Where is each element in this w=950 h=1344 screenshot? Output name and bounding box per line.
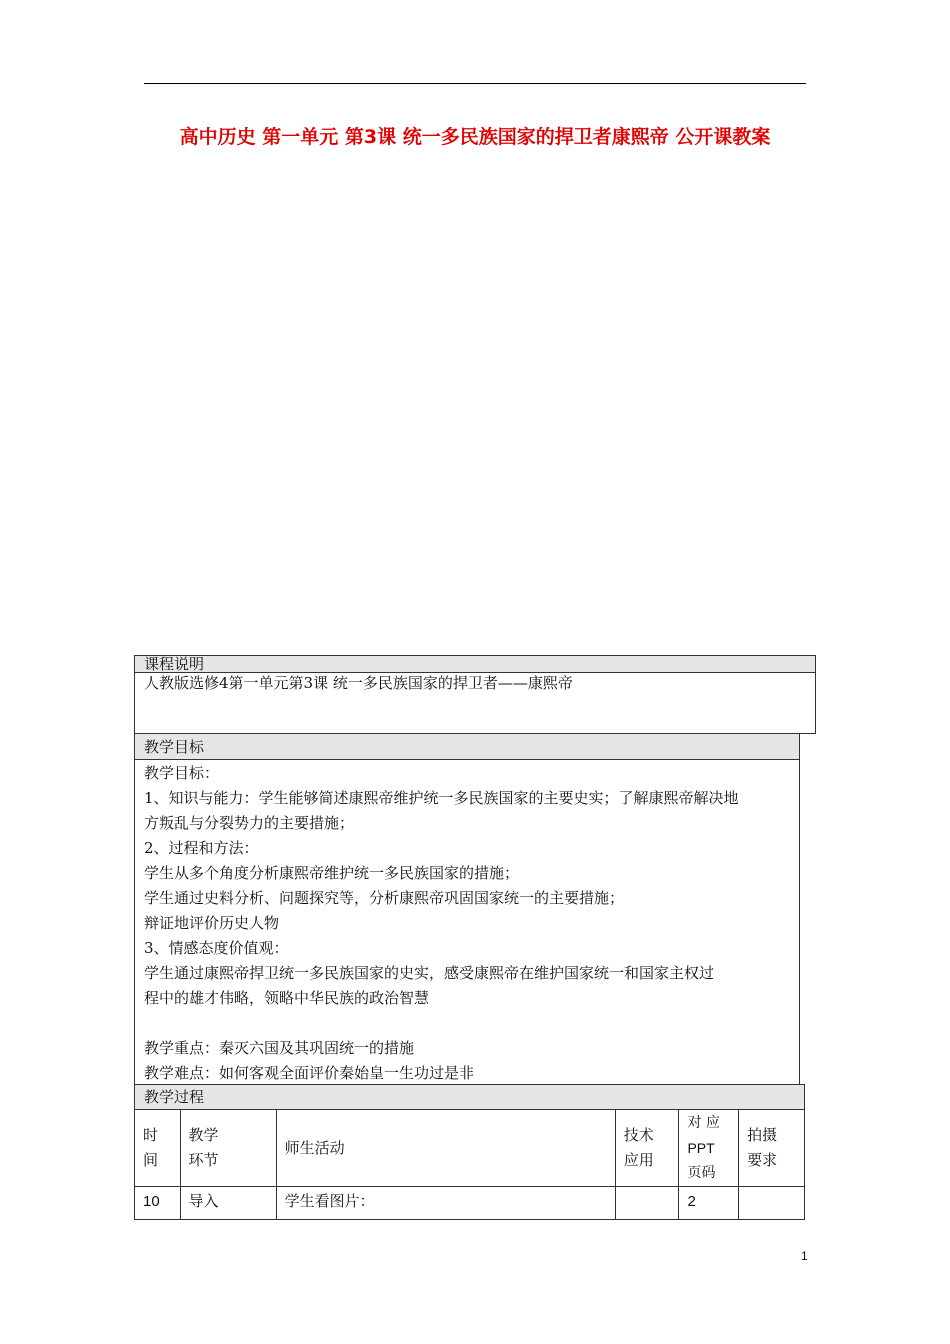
cell-shoot xyxy=(739,1187,805,1220)
goal-line xyxy=(144,1011,739,1036)
goal-line: 程中的雄才伟略，领略中华民族的政治智慧 xyxy=(144,989,430,1007)
goals-header: 教学目标 xyxy=(135,734,799,760)
goal-line: 教学目标： xyxy=(144,764,220,782)
table-header-row xyxy=(135,1110,805,1187)
goal-line: 学生从多个角度分析康熙帝维护统一多民族国家的措施； xyxy=(144,864,520,882)
goal-line: 学生通过史料分析、问题探究等，分析康熙帝巩固国家统一的主要措施； xyxy=(144,889,625,907)
process-table xyxy=(134,1109,805,1220)
course-header: 课程说明 xyxy=(135,656,815,673)
goal-line: 3、情感态度价值观： xyxy=(144,939,289,957)
goal-line: 2、过程和方法： xyxy=(144,839,259,857)
course-text: 人教版选修4第一单元第3课 统一多民族国家的捍卫者——康熙帝 xyxy=(144,674,573,692)
goal-line: 教学重点：秦灭六国及其巩固统一的措施 xyxy=(144,1039,415,1057)
col-tech: 技术 应用 xyxy=(615,1110,679,1187)
document-title: 高中历史 第一单元 第3课 统一多民族国家的捍卫者康熙帝 公开课教案 xyxy=(179,126,771,148)
goal-line: 辩证地评价历史人物 xyxy=(144,914,280,932)
cell-tech xyxy=(615,1187,679,1220)
goal-line: 方叛乱与分裂势力的主要措施； xyxy=(144,814,355,832)
goal-line: 学生通过康熙帝捍卫统一多民族国家的史实，感受康熙帝在维护国家统一和国家主权过 xyxy=(144,964,715,982)
cell-ppt: 2 xyxy=(679,1187,739,1220)
col-activity: 师生活动 xyxy=(276,1110,615,1187)
cell-stage: 导入 xyxy=(180,1187,276,1220)
cell-time: 10 xyxy=(135,1187,181,1220)
col-time: 时 间 xyxy=(135,1110,181,1187)
goals-text xyxy=(144,761,739,1086)
top-rule xyxy=(144,83,806,84)
goal-line: 1、知识与能力：学生能够简述康熙帝维护统一多民族国家的主要史实；了解康熙帝解决地 xyxy=(144,789,739,807)
col-stage: 教学 环节 xyxy=(180,1110,276,1187)
cell-activity: 学生看图片： xyxy=(276,1187,615,1220)
goal-line: 教学难点：如何客观全面评价秦始皇一生功过是非 xyxy=(144,1064,475,1082)
process-header: 教学过程 xyxy=(135,1085,804,1109)
table-row xyxy=(135,1187,805,1220)
col-shoot: 拍摄 要求 xyxy=(739,1110,805,1187)
col-ppt: 对 应 PPT 页码 xyxy=(679,1110,739,1187)
page-number: 1 xyxy=(801,1249,808,1263)
